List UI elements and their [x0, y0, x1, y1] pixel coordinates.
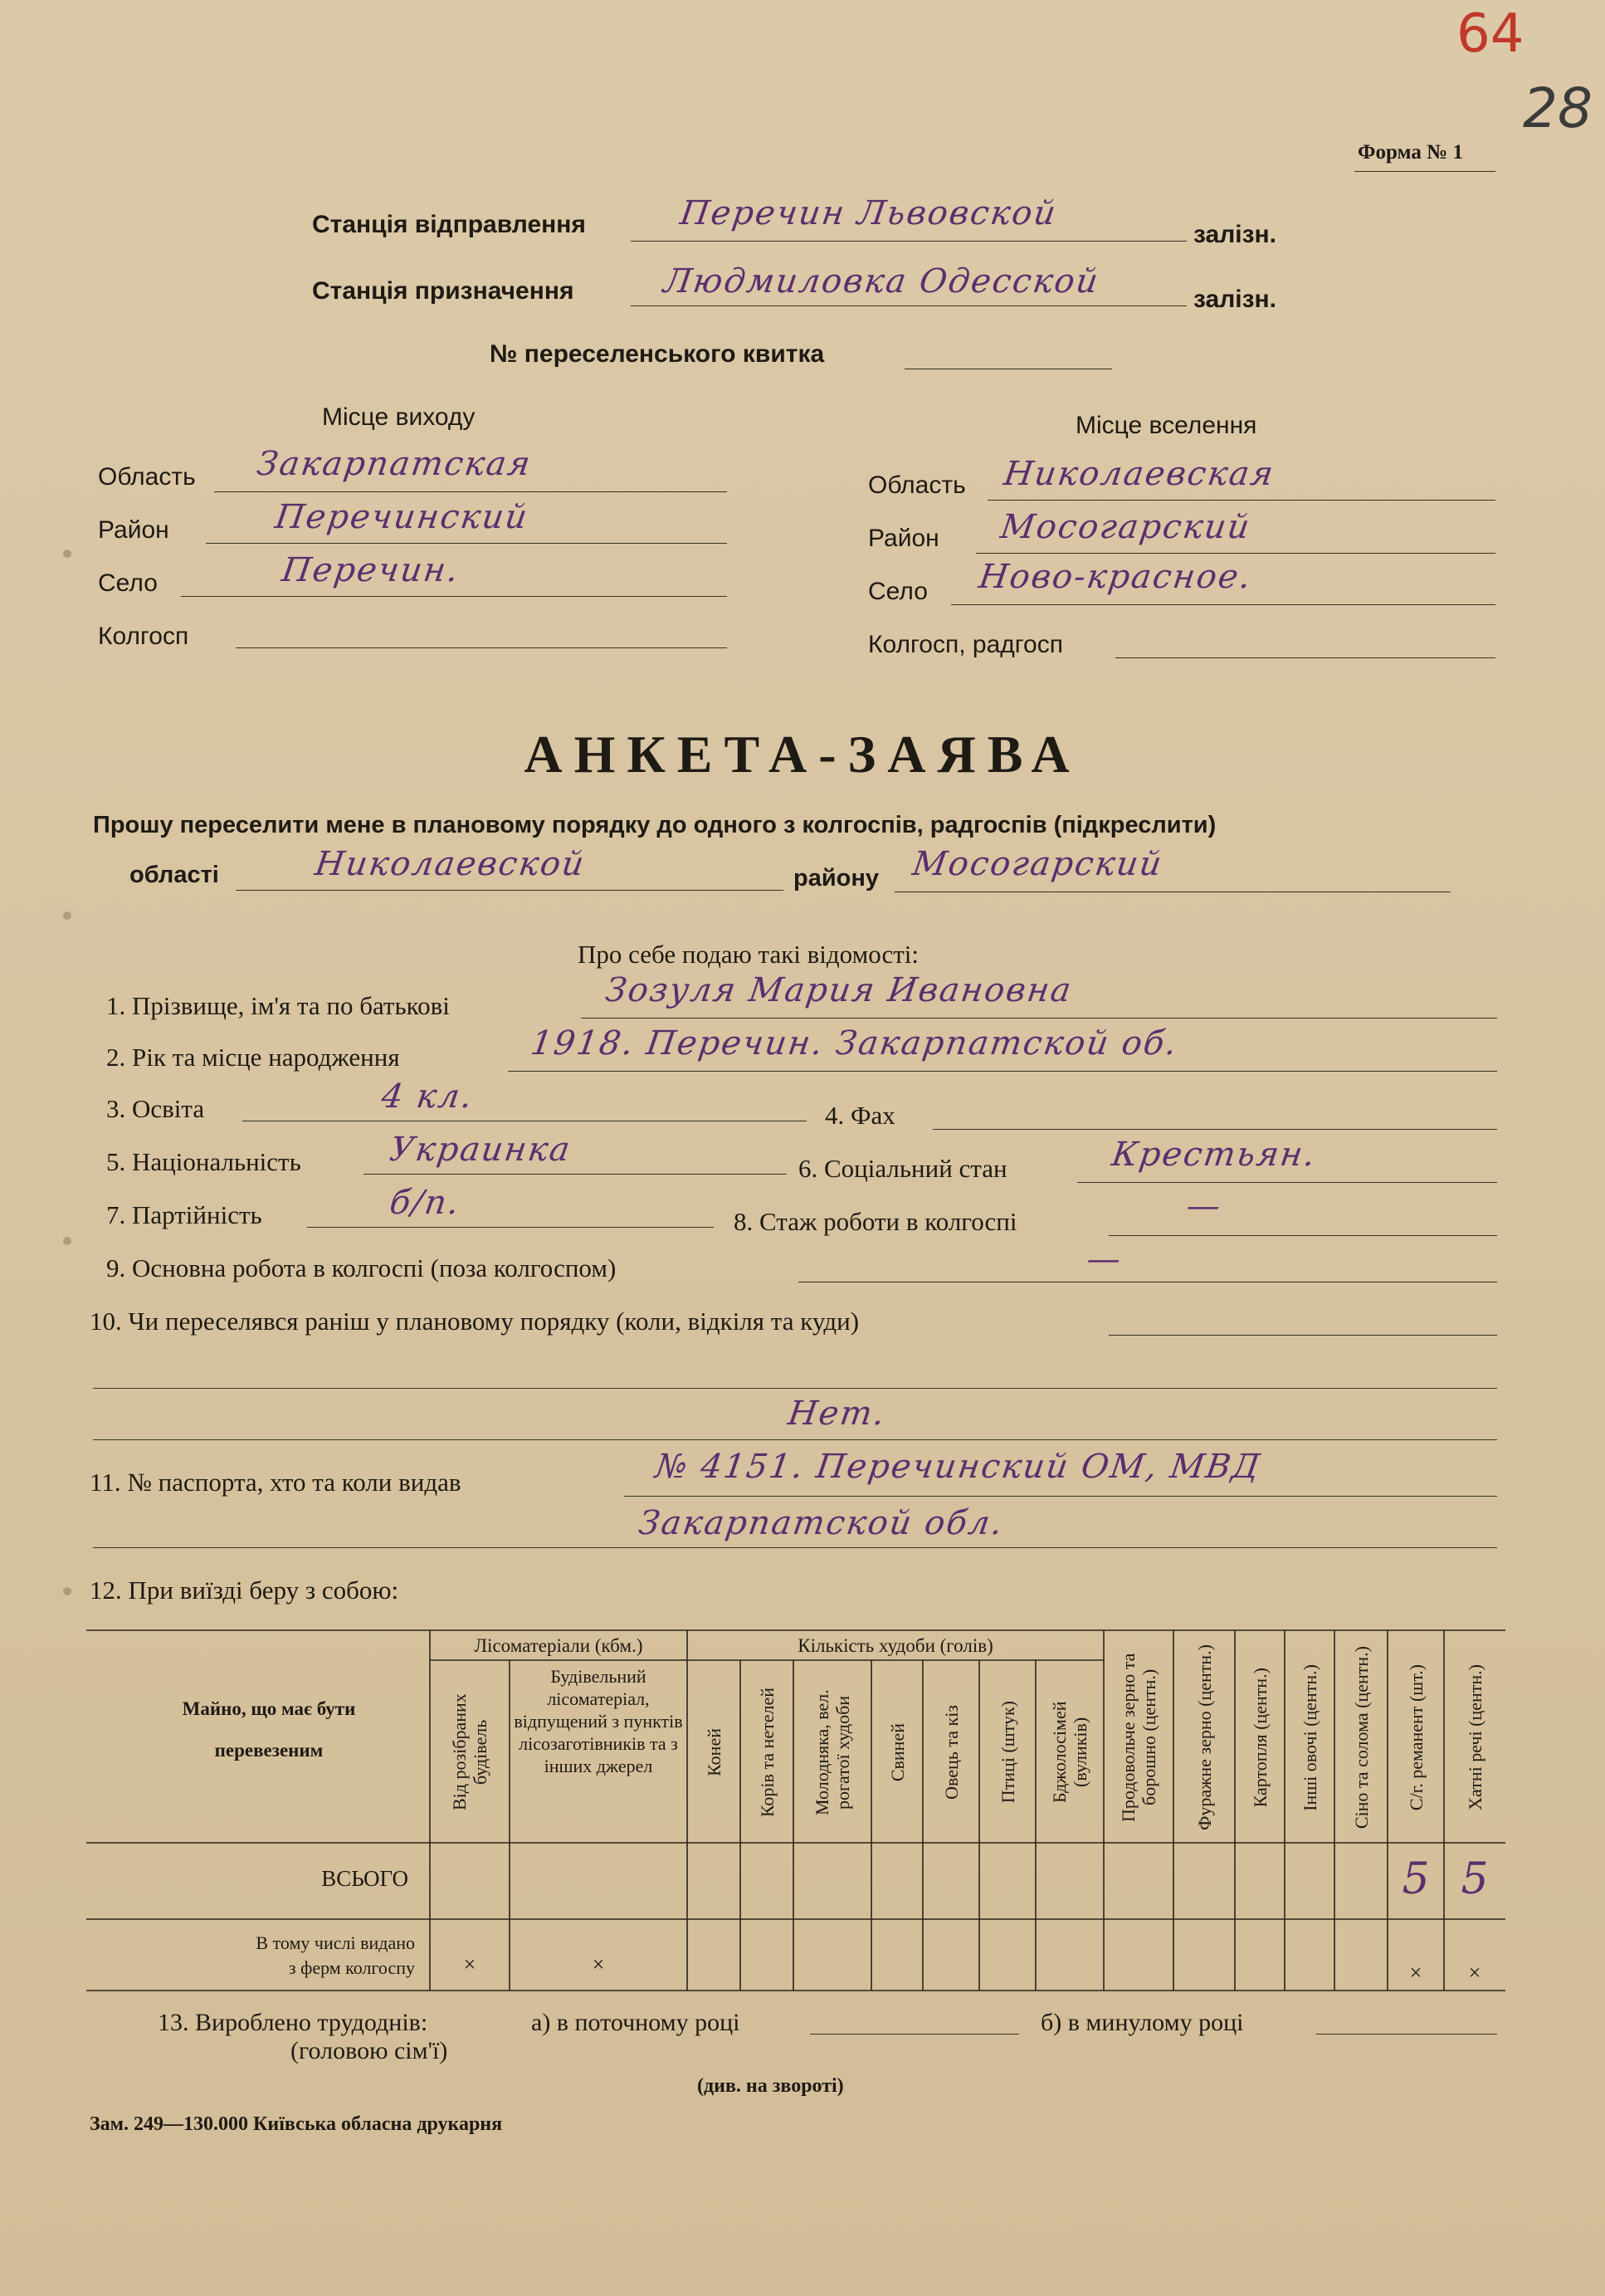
table-col-header [1036, 1665, 1104, 1839]
origin-selo-label: Село [98, 569, 158, 597]
table-col-header [1235, 1635, 1285, 1839]
punch-hole [63, 1587, 71, 1595]
request-oblast-value: Николаевской [312, 845, 588, 883]
ticket-label: № переселенського квитка [490, 340, 825, 368]
table-col-header [430, 1665, 510, 1839]
field-8-value: — [1183, 1187, 1225, 1225]
field-6-value: Крестьян. [1109, 1136, 1320, 1174]
field-1-value: Зозуля Мария Ивановна [602, 971, 1076, 1009]
table-col-header [871, 1665, 923, 1839]
departure-label: Станція відправлення [312, 211, 586, 238]
request-raion-label: району [793, 865, 880, 892]
table-col-header [793, 1665, 871, 1839]
row-farm-label-1: В тому числі видано [256, 1932, 415, 1953]
origin-selo-value: Перечин. [279, 551, 462, 589]
livestock-group-header: Кількість худоби (голів) [798, 1635, 993, 1656]
row-total-label: ВСЬОГО [321, 1866, 408, 1891]
field-12-label: 12. При виїзді беру з собою: [90, 1575, 399, 1605]
form-number: Форма № 1 [1358, 141, 1463, 164]
table-col-header [1334, 1635, 1388, 1839]
property-table [86, 1629, 1505, 1992]
origin-oblast-value: Закарпатская [254, 445, 534, 483]
table-farm-mark: × [1409, 1961, 1422, 1985]
rail-suffix-2: залізн. [1193, 286, 1276, 313]
printer-imprint: Зам. 249—130.000 Київська обласна друкарня [90, 2113, 503, 2135]
table-col-header-text: Корів та нетелей [756, 1687, 778, 1818]
table-col-header: Будівельний лісоматеріал, відпущений з пунктів лісозаготівників та з інших джерел [514, 1666, 683, 1776]
dest-raion-value: Мосогарский [998, 508, 1254, 546]
field-4-label: 4. Фах [825, 1101, 895, 1130]
table-col-header [687, 1665, 740, 1839]
field-7-value: б/п. [387, 1184, 463, 1222]
workdays-sub: (головою сім'ї) [290, 2037, 448, 2064]
field-9-label: 9. Основна робота в колгоспі (поза колгоспом) [106, 1253, 617, 1282]
destination-station-value: Людмиловка Одесской [661, 262, 1102, 300]
table-col-header-text: Овець та кіз [940, 1705, 962, 1800]
punch-hole [63, 1237, 71, 1245]
dest-selo-label: Село [868, 578, 928, 605]
dest-oblast-label: Область [868, 471, 966, 499]
table-col-header-text: Фуражне зерно (центн.) [1193, 1644, 1215, 1830]
field-8-label: 8. Стаж роботи в колгоспі [734, 1207, 1017, 1236]
rail-suffix-1: залізн. [1193, 221, 1276, 248]
origin-kolhosp-label: Колгосп [98, 623, 189, 650]
destination-station-label: Станція призначення [312, 277, 574, 305]
archive-number-pencil: 28 [1523, 76, 1593, 140]
archive-number-red: 64 [1456, 3, 1525, 65]
field-10-label: 10. Чи переселявся раніш у плановому порядку (коли, відкіля та куди) [90, 1307, 860, 1336]
table-col-header-text: С/г. реманент (шт.) [1405, 1663, 1427, 1811]
table-col-header-text: Інші овочі (центн.) [1299, 1663, 1320, 1811]
field-3-value: 4 кл. [378, 1077, 476, 1116]
row-farm-label-2: з ферм колгоспу [288, 1957, 415, 1978]
table-col-header-text: Картопля (центн.) [1249, 1667, 1271, 1808]
field-10-value: Нет. [785, 1395, 889, 1433]
origin-raion-label: Район [98, 516, 169, 544]
table-col-header-text: Сіно та солома (центн.) [1350, 1645, 1372, 1829]
table-col-header [923, 1665, 979, 1839]
table-col-header-text: Від розібраних будівель [449, 1693, 490, 1811]
field-11-label: 11. № паспорта, хто та коли видав [90, 1468, 461, 1497]
table-col-header-text: Бджолосімей (вуликів) [1049, 1701, 1090, 1804]
property-header-1: Майно, що має бути [182, 1698, 356, 1719]
departure-value: Перечин Львовской [677, 194, 1060, 232]
dest-selo-value: Ново-красное. [976, 558, 1255, 596]
table-farm-mark: × [592, 1952, 605, 1976]
form-title: АНКЕТА-ЗАЯВА [524, 725, 1081, 784]
origin-heading: Місце виходу [322, 403, 476, 431]
table-col-header-text: Свиней [886, 1722, 908, 1782]
field-11-value-2: Закарпатской обл. [636, 1504, 1007, 1542]
field-9-value: — [1084, 1240, 1125, 1278]
table-col-header [1388, 1635, 1444, 1839]
table-total-value: 5 [1461, 1854, 1489, 1904]
field-3-label: 3. Освіта [106, 1094, 205, 1123]
table-col-header-text: Молодняка, вел. рогатої худоби [812, 1689, 853, 1815]
request-oblast-label: області [129, 862, 219, 888]
table-col-header [740, 1665, 793, 1839]
origin-oblast-label: Область [98, 463, 196, 491]
field-7-label: 7. Партійність [106, 1200, 262, 1229]
field-2-value: 1918. Перечин. Закарпатской об. [528, 1024, 1181, 1063]
field-11-value-1: № 4151. Перечинский ОМ, МВД [652, 1448, 1264, 1486]
table-col-header [1173, 1635, 1235, 1839]
field-1-label: 1. Прізвище, ім'я та по батькові [106, 991, 450, 1020]
punch-hole [63, 911, 71, 920]
see-back-note: (див. на звороті) [697, 2075, 844, 2097]
field-6-label: 6. Соціальний стан [798, 1154, 1007, 1183]
table-farm-mark: × [1468, 1961, 1481, 1985]
field-5-label: 5. Національність [106, 1147, 301, 1176]
table-col-header-text: Хатні речі (центн.) [1464, 1664, 1485, 1810]
table-farm-mark: × [463, 1952, 476, 1976]
dest-oblast-value: Николаевская [1001, 455, 1277, 493]
workdays-current-label: а) в поточному році [531, 2009, 740, 2036]
dest-raion-label: Район [868, 525, 939, 552]
workdays-previous-label: б) в минулому році [1041, 2009, 1244, 2036]
field-5-value: Украинка [387, 1131, 574, 1169]
intro-text: Про себе подаю такі відомості: [578, 940, 920, 969]
field-2-label: 2. Рік та місце народження [106, 1043, 400, 1072]
table-total-value: 5 [1402, 1854, 1430, 1904]
table-col-header [1104, 1635, 1173, 1839]
request-raion-value: Мосогарский [910, 845, 1166, 883]
destination-heading: Місце вселення [1076, 412, 1257, 439]
workdays-label: 13. Вироблено трудоднів: [158, 2009, 428, 2036]
origin-raion-value: Перечинский [272, 498, 531, 536]
table-col-header-text: Коней [703, 1728, 724, 1776]
lumber-group-header: Лісоматеріали (кбм.) [474, 1635, 643, 1656]
table-col-header-text: Продовольче зерно та борошно (центн.) [1118, 1653, 1159, 1822]
dest-kolhosp-label: Колгосп, радгосп [868, 631, 1063, 658]
table-col-header [1285, 1635, 1334, 1839]
table-col-header-text: Птиці (штук) [997, 1701, 1018, 1804]
table-col-header [1444, 1635, 1505, 1839]
property-header-2: перевезеним [214, 1740, 324, 1761]
request-text: Прошу переселити мене в плановому порядку до одного з колгоспів, радгоспів (підкреслити) [93, 812, 1217, 838]
table-col-header [979, 1665, 1036, 1839]
punch-hole [63, 550, 71, 558]
